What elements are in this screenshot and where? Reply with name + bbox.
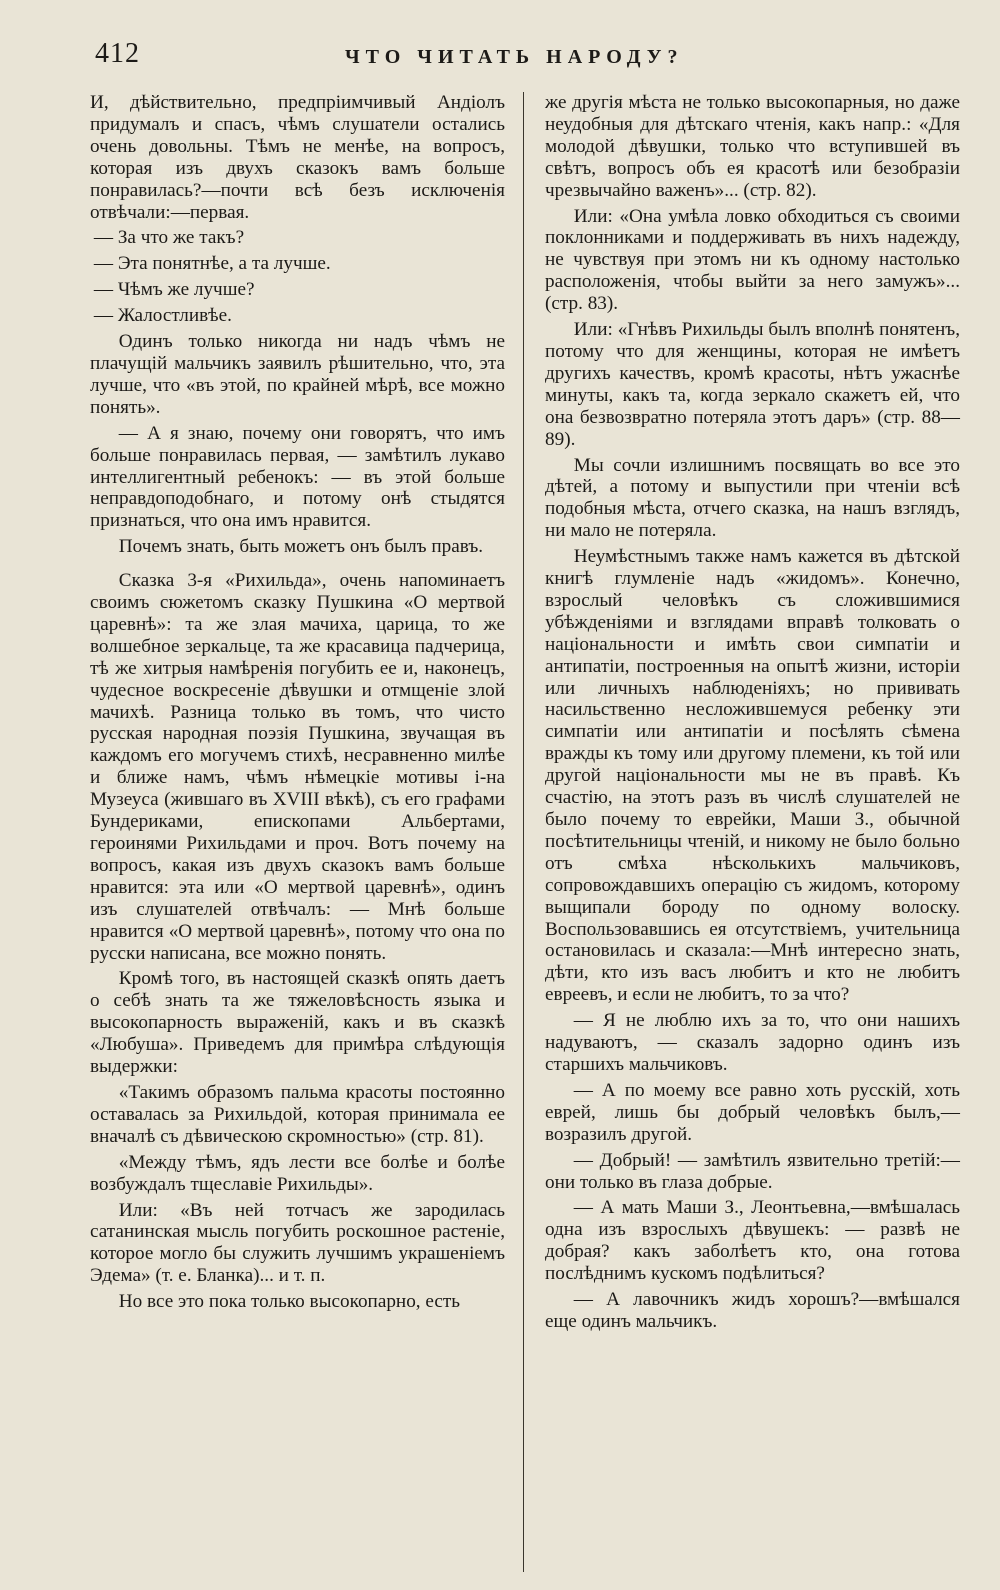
paragraph: же другія мѣста не только высокопарныя, но даже неудобныя для дѣтскаго чтенія, какъ напр.: «Для молодой дѣвушки, только что вступившей въ свѣтъ, вопросъ объ ея красотѣ или безобразіи чрезвычайно важенъ»... (стр. 82). [545, 92, 960, 201]
quotation: «Между тѣмъ, ядъ лести все болѣе и болѣе возбуждалъ тщеславіе Рихильды». [90, 1151, 505, 1195]
quotation: Или: «Въ ней тотчасъ же зародилась сатанинская мысль погубить роскошное растеніе, которое могло бы служить лучшимъ украшеніемъ Эдема» (т. е. Бланка)... и т. п. [90, 1199, 505, 1287]
paragraph: И, дѣйствительно, предпріимчивый Андіолъ придумалъ и спасъ, чѣмъ слушатели остались очень довольны. Тѣмъ не менѣе, на вопросъ, которая изъ двухъ сказокъ вамъ больше понравилась?—почти всѣ безъ исключенія отвѣчали:—первая. [90, 92, 505, 223]
paragraph: Неумѣстнымъ также намъ кажется въ дѣтской книгѣ глумленіе надъ «жидомъ». Конечно, взрослый человѣкъ съ сложившимися убѣжденіями и взглядами вправѣ толковать о національности и имѣть свои симпатіи и антипатіи, построенныя на опытѣ жизни, исторіи или личныхъ наблюденіяхъ; но прививать насильственно несложившемуся ребенку эти симпатіи или антипатіи и посѣлять сѣмена вражды къ тому или другому племени, къ той или другой національности мы не въ правѣ. Къ счастію, на этотъ разъ въ числѣ слушателей не было почему то еврейки, Маши З., обычной посѣтительницы чтеній, и никому не было больно отъ смѣха нѣсколькихъ мальчиковъ, сопровождавшихъ операцію съ жидомъ, которому выщипали бороду по одному волоску. Воспользовавшись ея отсутствіемъ, учительница остановилась и сказала:—Мнѣ интересно знать, дѣти, кто изъ васъ любитъ и кто не любитъ евреевъ, и если не любитъ, то за что? [545, 546, 960, 1006]
dialog-line: — Жалостливѣе. [93, 305, 232, 327]
running-title: ЧТО ЧИТАТЬ НАРОДУ? [345, 46, 684, 68]
column-divider [523, 92, 524, 1572]
paragraph: Мы сочли излишнимъ посвящать во все это дѣтей, а потому и выпустили при чтеніи всѣ подобныя мѣста, отчего сказка, на нашъ взглядъ, ни мало не потеряла. [545, 454, 960, 542]
right-column [545, 92, 960, 1337]
dialog-line: — А по моему все равно хоть русскій, хоть еврей, лишь бы добрый человѣкъ былъ,— возразилъ другой. [545, 1079, 960, 1145]
dialog-line: — За что же такъ? [93, 227, 245, 249]
quotation: «Такимъ образомъ пальма красоты постоянно оставалась за Рихильдой, которая принимала ее вначалѣ съ дѣвическою скромностью» (стр. 81). [90, 1081, 505, 1147]
paragraph: Почемъ знать, быть можетъ онъ былъ правъ. [118, 536, 484, 558]
left-column [90, 92, 505, 1317]
paragraph: Но все это пока только высокопарно, есть [118, 1291, 461, 1313]
dialog-line: — А лавочникъ жидъ хорошъ?—вмѣшался еще одинъ мальчикъ. [545, 1289, 960, 1332]
dialog-line: — Чѣмъ же лучше? [93, 279, 255, 301]
paragraph: Сказка 3-я «Рихильда», очень напоминаетъ своимъ сюжетомъ сказку Пушкина «О мертвой царевнѣ»: та же злая мачиха, царица, то же волшебное зеркальце, та же красавица падчерица, тѣ же хитрыя намѣренія погубить ее и, наконецъ, чудесное воскресеніе дѣвушки и отмщеніе злой мачихѣ. Разница только въ томъ, что чисто русская народная поэзія Пушкина, звучащая въ каждомъ его могучемъ стихѣ, несравненно милѣе и ближе намъ, чѣмъ нѣмецкіе мотивы і-на Музеуса (жившаго въ XVIII вѣкѣ), съ его графами Бундериками, епископами Альбертами, героинями Рихильдами и проч. Вотъ почему на вопросъ, какая изъ двухъ сказокъ вамъ больше нравится: эта или «О мертвой царевнѣ», одинъ изъ слушателей отвѣчалъ: — Мнѣ больше нравится «О мертвой царевнѣ», потому что она по русски написана, все можно понять. [90, 570, 505, 964]
quotation: Или: «Гнѣвъ Рихильды былъ вполнѣ понятенъ, потому что для женщины, которая не имѣетъ другихъ качествъ, кромѣ красоты, нѣтъ ужаснѣе минуты, какъ та, когда зеркало скажетъ ей, что она безвозвратно потеряла этотъ даръ» (стр. 88—89). [545, 319, 960, 450]
page-number: 412 [95, 38, 140, 69]
dialog-line: — Добрый! — замѣтилъ язвительно третій:—они только въ глаза добрые. [545, 1149, 960, 1193]
dialog-line: — Эта понятнѣе, а та лучше. [93, 253, 331, 275]
paragraph: Одинъ только никогда ни надъ чѣмъ не плачущій мальчикъ заявилъ рѣшительно, что, эта лучше, что «въ этой, по крайней мѣрѣ, все можно понять». [90, 331, 505, 418]
quotation: Или: «Она умѣла ловко обходиться съ своими поклонниками и поддерживать въ нихъ надежду, не чувствуя при этомъ ни къ одному настолько расположенія, чтобы выйти за него замужъ»... (стр. 83). [545, 205, 960, 315]
dialog-line: — А мать Маши З., Леонтьевна,—вмѣшалась одна изъ взрослыхъ дѣвушекъ: — развѣ не добрая? какъ заболѣетъ кто, она готова послѣднимъ кускомъ подѣлиться? [545, 1197, 960, 1285]
dialog-line: — Я не люблю ихъ за то, что они нашихъ надуваютъ, — сказалъ задорно одинъ изъ старшихъ мальчиковъ. [545, 1010, 960, 1075]
page-header [95, 38, 960, 78]
paragraph: — А я знаю, почему они говорятъ, что имъ больше понравилась первая, — замѣтилъ лукаво интеллигентный ребенокъ: — въ этой больше неправдоподобнаго, и потому онѣ стыдятся признаться, что она имъ нравится. [90, 422, 505, 532]
paragraph: Кромѣ того, въ настоящей сказкѣ опять даетъ о себѣ знать та же тяжеловѣсность языка и высокопарность выраженій, какъ и въ сказкѣ «Любуша». Приведемъ для примѣра слѣдующія выдержки: [90, 968, 505, 1078]
